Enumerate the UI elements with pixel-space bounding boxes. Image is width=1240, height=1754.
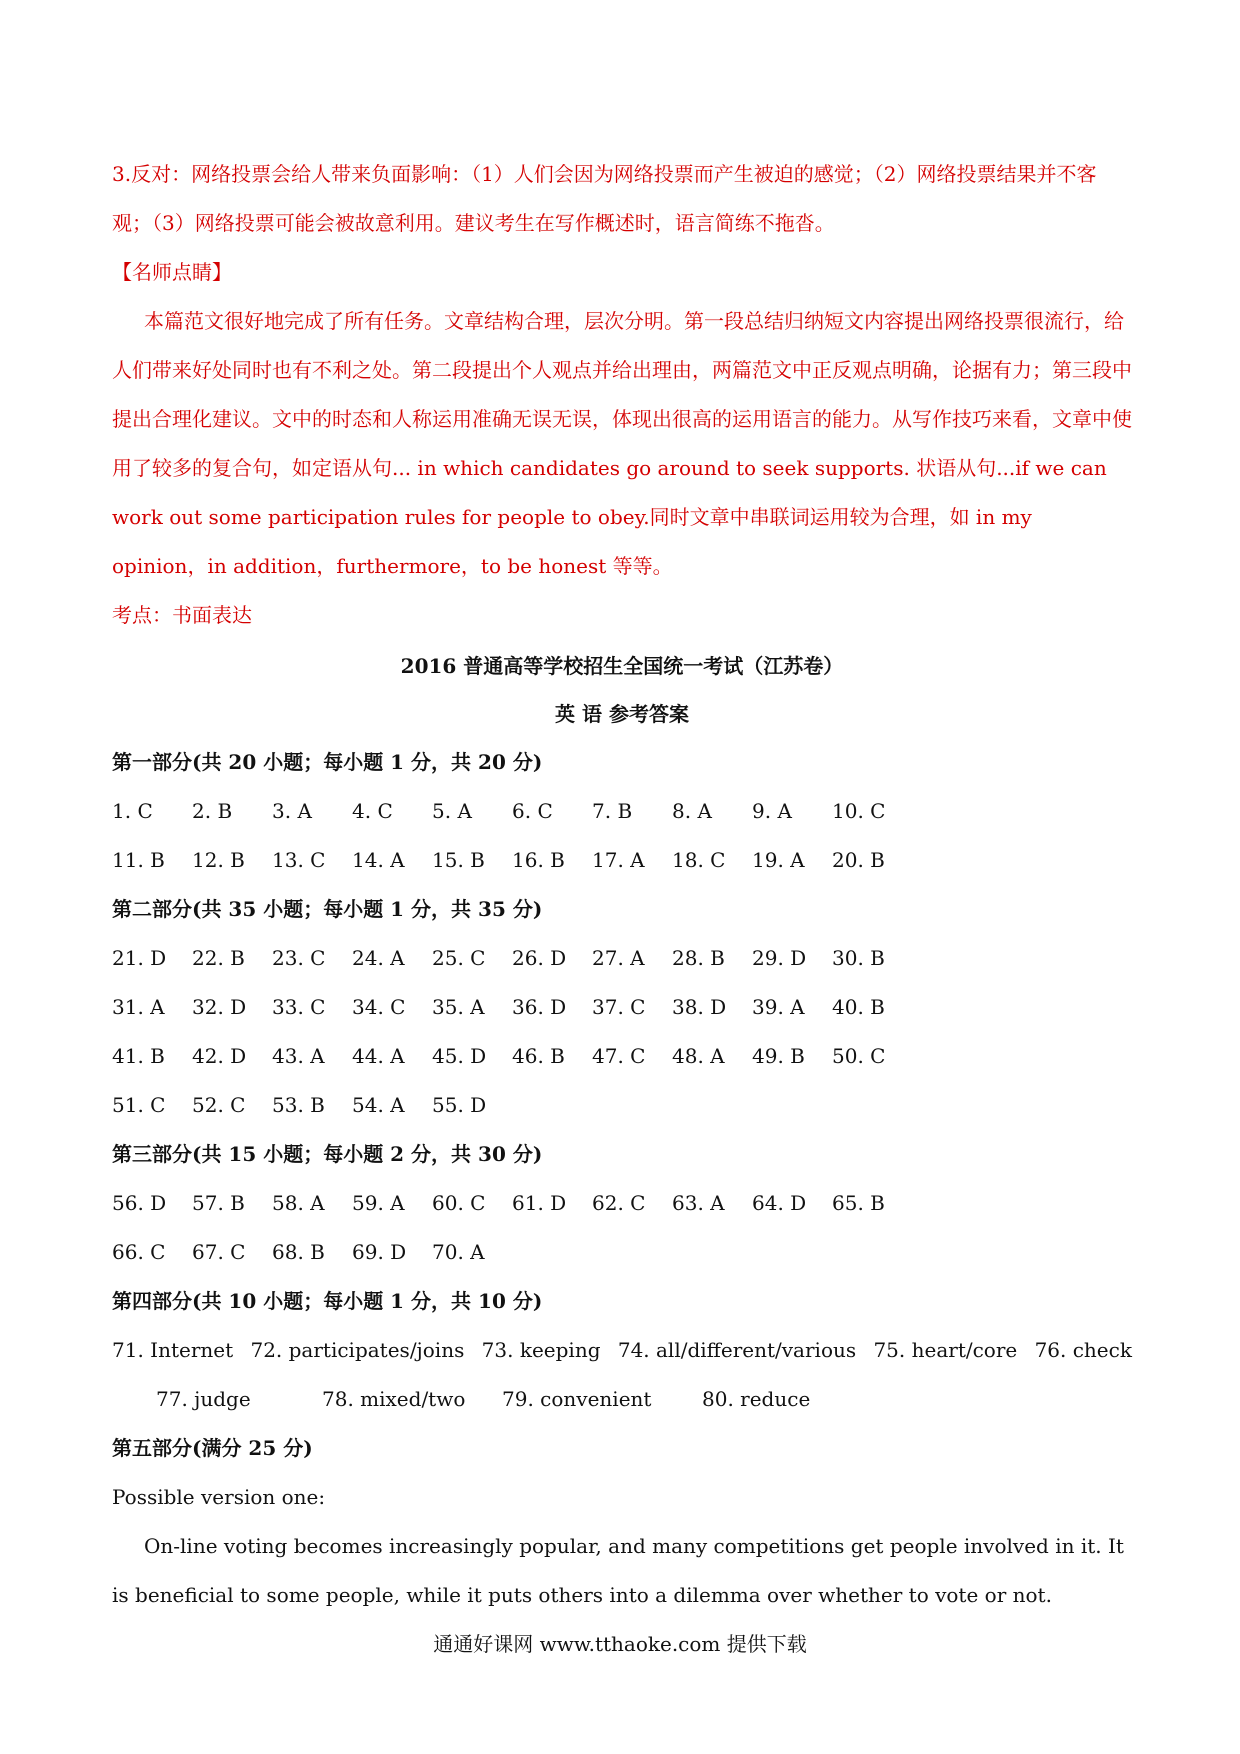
answer-item: 35. A [432, 995, 485, 1019]
answer-item: 56. D [112, 1191, 167, 1215]
part3-row-1 [112, 1179, 1132, 1228]
answer-item: 62. C [592, 1191, 646, 1215]
document-page [112, 150, 1132, 1620]
answer-item: 47. C [592, 1044, 646, 1068]
answer-item: 58. A [272, 1191, 325, 1215]
answer-item: 79. convenient [502, 1387, 652, 1411]
answer-item: 60. C [432, 1191, 486, 1215]
answer-item: 39. A [752, 995, 805, 1019]
answer-item: 2. B [192, 799, 233, 823]
answer-item: 18. C [672, 848, 726, 872]
part5-header: 第五部分(满分 25 分) [112, 1436, 313, 1460]
answer-item: 42. D [192, 1044, 247, 1068]
answer-item: 74. all/different/various [617, 1338, 857, 1362]
teacher-comment-paragraph: 本篇范文很好地完成了所有任务。文章结构合理，层次分明。第一段总结归纳短文内容提出网络投票很流行，给人们带来好处同时也有不利之处。第二段提出个人观点并给出理由，两篇范文中正反观点明确，论据有力；第三段中提出合理化建议。文中的时态和人称运用准确无误无误，体现出很高的运用语言的能力。从写作技巧来看，文章中使用了较多的复合句，如定语从句... in which candidates go around to seek supports. 状语从句...if we can work out some participation rules for people to obey.同时文章中串联词运用较为合理，如 in my opinion，in addition，furthermore，to be honest 等等。 [112, 309, 1132, 578]
answer-item: 71. Internet [112, 1338, 234, 1362]
answer-item: 15. B [432, 848, 485, 872]
part2-row-1 [112, 934, 1132, 983]
answer-item: 27. A [592, 946, 645, 970]
part1-answers [112, 787, 1132, 885]
answer-item: 22. B [192, 946, 245, 970]
answer-item: 28. B [672, 946, 725, 970]
answer-item: 49. B [752, 1044, 805, 1068]
sample-essay: On-line voting becomes increasingly popular, and many competitions get people involved in it. It is beneficial to some people, while it puts others into a dilemma over whether to vote or not. [112, 1534, 1124, 1607]
answer-item: 38. D [672, 995, 727, 1019]
teacher-comment-heading: 【名师点睛】 [112, 260, 232, 284]
answer-item: 24. A [352, 946, 405, 970]
answer-item: 66. C [112, 1240, 166, 1264]
answer-item: 26. D [512, 946, 567, 970]
answer-item: 76. check [1034, 1338, 1132, 1362]
answer-item: 57. B [192, 1191, 245, 1215]
exam-subtitle: 英 语 参考答案 [555, 702, 689, 726]
part2-row-3 [112, 1032, 1132, 1081]
answer-item: 67. C [192, 1240, 246, 1264]
opinion-paragraph: 3.反对：网络投票会给人带来负面影响：（1）人们会因为网络投票而产生被迫的感觉；（2）网络投票结果并不客观；（3）网络投票可能会被故意利用。建议考生在写作概述时，语言简练不拖沓。 [112, 162, 1097, 235]
answer-item: 23. C [272, 946, 326, 970]
answer-item: 75. heart/core [873, 1338, 1018, 1362]
part3-row-2 [112, 1228, 1132, 1277]
part2-row-4 [112, 1081, 1132, 1130]
part4-row-1 [112, 1326, 1132, 1375]
answer-item: 32. D [192, 995, 247, 1019]
answer-item: 77. judge [156, 1387, 251, 1411]
test-point-label: 考点：书面表达 [112, 603, 252, 627]
answer-item: 80. reduce [702, 1387, 811, 1411]
answer-item: 36. D [512, 995, 567, 1019]
answer-item: 69. D [352, 1240, 407, 1264]
answer-item: 61. D [512, 1191, 567, 1215]
answer-item: 72. participates/joins [250, 1338, 465, 1362]
answer-item: 33. C [272, 995, 326, 1019]
part1-row-1 [112, 787, 1132, 836]
answer-item: 53. B [272, 1093, 325, 1117]
part1-row-2 [112, 836, 1132, 885]
answer-item: 59. A [352, 1191, 405, 1215]
answer-item: 1. C [112, 799, 153, 823]
part2-answers [112, 934, 1132, 1130]
answer-item: 43. A [272, 1044, 325, 1068]
answer-item: 46. B [512, 1044, 565, 1068]
answer-item: 13. C [272, 848, 326, 872]
part2-row-2 [112, 983, 1132, 1032]
answer-item: 31. A [112, 995, 165, 1019]
answer-item: 6. C [512, 799, 553, 823]
answer-item: 55. D [432, 1093, 487, 1117]
answer-item: 45. D [432, 1044, 487, 1068]
answer-item: 16. B [512, 848, 565, 872]
part3-header: 第三部分(共 15 小题；每小题 2 分，共 30 分) [112, 1142, 543, 1166]
answer-item: 11. B [112, 848, 165, 872]
answer-item: 44. A [352, 1044, 405, 1068]
answer-item: 8. A [672, 799, 712, 823]
answer-item: 29. D [752, 946, 807, 970]
answer-item: 21. D [112, 946, 167, 970]
answer-item: 17. A [592, 848, 645, 872]
answer-item: 34. C [352, 995, 406, 1019]
version-label: Possible version one: [112, 1485, 326, 1509]
part4-row-2 [112, 1375, 1132, 1424]
answer-item: 37. C [592, 995, 646, 1019]
part1-header: 第一部分(共 20 小题；每小题 1 分，共 20 分) [112, 750, 543, 774]
answer-item: 20. B [832, 848, 885, 872]
page-footer: 通通好课网 www.tthaoke.com 提供下载 [433, 1632, 807, 1656]
answer-item: 3. A [272, 799, 312, 823]
answer-item: 7. B [592, 799, 633, 823]
part2-header: 第二部分(共 35 小题；每小题 1 分，共 35 分) [112, 897, 543, 921]
answer-item: 50. C [832, 1044, 886, 1068]
answer-item: 68. B [272, 1240, 325, 1264]
answer-item: 78. mixed/two [322, 1387, 466, 1411]
part3-answers [112, 1179, 1132, 1277]
answer-item: 10. C [832, 799, 886, 823]
exam-title: 2016 普通高等学校招生全国统一考试（江苏卷） [400, 654, 844, 678]
answer-item: 14. A [352, 848, 405, 872]
answer-item: 4. C [352, 799, 393, 823]
answer-item: 70. A [432, 1240, 485, 1264]
answer-item: 73. keeping [481, 1338, 601, 1362]
answer-item: 48. A [672, 1044, 725, 1068]
answer-item: 51. C [112, 1093, 166, 1117]
answer-item: 63. A [672, 1191, 725, 1215]
answer-item: 9. A [752, 799, 792, 823]
answer-item: 25. C [432, 946, 486, 970]
answer-item: 64. D [752, 1191, 807, 1215]
answer-item: 52. C [192, 1093, 246, 1117]
part4-header: 第四部分(共 10 小题；每小题 1 分，共 10 分) [112, 1289, 543, 1313]
answer-item: 41. B [112, 1044, 165, 1068]
answer-item: 54. A [352, 1093, 405, 1117]
answer-item: 40. B [832, 995, 885, 1019]
answer-item: 30. B [832, 946, 885, 970]
answer-item: 12. B [192, 848, 245, 872]
answer-item: 5. A [432, 799, 472, 823]
answer-item: 19. A [752, 848, 805, 872]
answer-item: 65. B [832, 1191, 885, 1215]
